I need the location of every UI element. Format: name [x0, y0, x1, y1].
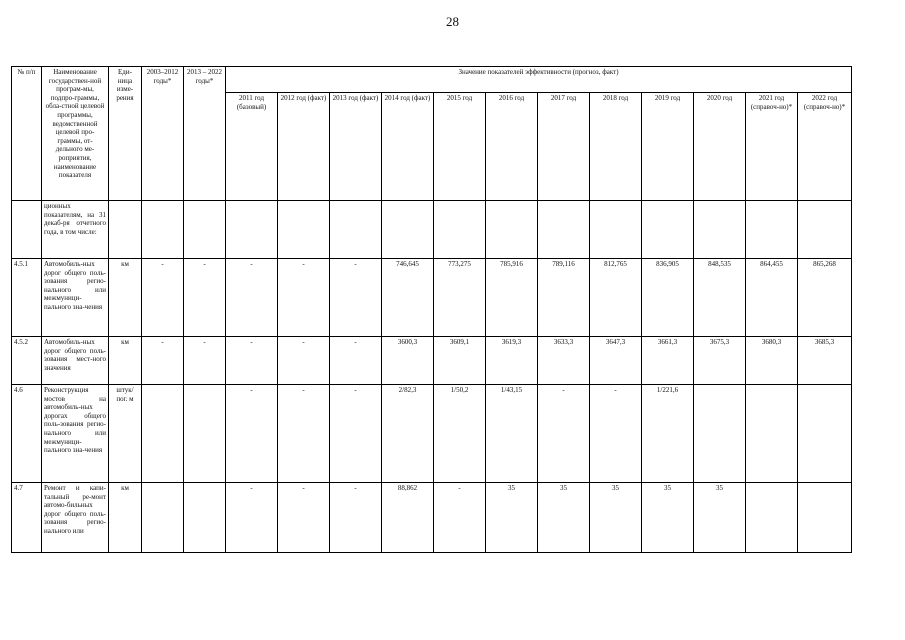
row-value: 35: [590, 483, 642, 553]
table-row: [12, 337, 852, 385]
row-value: [590, 201, 642, 259]
row-value: -: [278, 259, 330, 337]
header-year: 2012 год (факт): [278, 93, 330, 201]
row-value: [538, 201, 590, 259]
row-value: 88,862: [382, 483, 434, 553]
row-period-1: -: [142, 259, 184, 337]
row-value: [694, 201, 746, 259]
row-value: -: [538, 385, 590, 483]
row-value: 3633,3: [538, 337, 590, 385]
row-name: Автомобиль-ных дорог общего поль-зования мест-ного значения: [42, 337, 109, 385]
row-value: 3685,3: [798, 337, 852, 385]
row-unit: штук/пог. м: [109, 385, 142, 483]
row-value: [798, 385, 852, 483]
row-value: [642, 201, 694, 259]
row-value: [330, 201, 382, 259]
row-value: -: [330, 483, 382, 553]
header-year: 2018 год: [590, 93, 642, 201]
row-value: 789,116: [538, 259, 590, 337]
row-value: [798, 201, 852, 259]
row-name: Автомобиль-ных дорог общего поль-зования регио-нального или межмуници-пального зна-чения: [42, 259, 109, 337]
table-row: [12, 259, 852, 337]
header-name: Наименование государствен-ной програм-мы, подпро-граммы, обла-стной целевой программы, ведомственной целевой про-граммы, от-дельного ме-роприятия, наименование показателя: [42, 67, 109, 201]
row-num: 4.7: [12, 483, 42, 553]
indicator-table-sheet: [11, 66, 852, 553]
row-value: 1/221,6: [642, 385, 694, 483]
header-period-2013-2022: 2013 – 2022 годы*: [184, 67, 226, 201]
row-value: 3680,3: [746, 337, 798, 385]
row-value: [434, 201, 486, 259]
row-value: 836,905: [642, 259, 694, 337]
row-value: 1/50,2: [434, 385, 486, 483]
row-value: -: [226, 483, 278, 553]
row-unit: [109, 201, 142, 259]
row-period-2: [184, 483, 226, 553]
row-value: [486, 201, 538, 259]
row-value: [382, 201, 434, 259]
row-period-1: [142, 385, 184, 483]
row-value: 3675,3: [694, 337, 746, 385]
header-num: № п/п: [12, 67, 42, 201]
row-value: 1/43,15: [486, 385, 538, 483]
row-period-2: [184, 385, 226, 483]
row-value: 785,916: [486, 259, 538, 337]
row-unit: км: [109, 337, 142, 385]
table-row: [12, 483, 852, 553]
row-value: -: [226, 259, 278, 337]
row-period-1: [142, 201, 184, 259]
header-year: 2015 год: [434, 93, 486, 201]
header-year: 2017 год: [538, 93, 590, 201]
row-name: ционных показателям, на 31 декаб-ря отчетного года, в том числе:: [42, 201, 109, 259]
row-value: -: [278, 337, 330, 385]
row-name: Ремонт и капи-тальный ре-монт автомо-бильных дорог общего поль-зования регио-нального или: [42, 483, 109, 553]
header-group-title: Значение показателей эффективности (прогноз, факт): [226, 67, 852, 93]
row-value: -: [278, 483, 330, 553]
row-value: [746, 385, 798, 483]
row-value: [746, 201, 798, 259]
row-period-2: -: [184, 337, 226, 385]
row-period-2: [184, 201, 226, 259]
row-value: 3609,1: [434, 337, 486, 385]
row-value: -: [330, 337, 382, 385]
row-num: 4.6: [12, 385, 42, 483]
header-row-top: [12, 67, 852, 93]
header-year: 2013 год (факт): [330, 93, 382, 201]
indicator-table: [11, 66, 852, 553]
row-value: [226, 201, 278, 259]
header-year: 2022 год (справоч-но)*: [798, 93, 852, 201]
row-value: 865,268: [798, 259, 852, 337]
row-value: 864,455: [746, 259, 798, 337]
row-value: 848,535: [694, 259, 746, 337]
row-value: 746,645: [382, 259, 434, 337]
row-value: [746, 483, 798, 553]
table-row: [12, 201, 852, 259]
header-year: 2021 год (справоч-но)*: [746, 93, 798, 201]
row-num: [12, 201, 42, 259]
row-value: 3619,3: [486, 337, 538, 385]
row-value: -: [330, 385, 382, 483]
row-value: 3647,3: [590, 337, 642, 385]
header-year: 2014 год (факт): [382, 93, 434, 201]
row-num: 4.5.2: [12, 337, 42, 385]
row-value: 3600,3: [382, 337, 434, 385]
row-value: 3661,3: [642, 337, 694, 385]
header-year: 2019 год: [642, 93, 694, 201]
row-num: 4.5.1: [12, 259, 42, 337]
row-value: 812,765: [590, 259, 642, 337]
row-value: [798, 483, 852, 553]
page-number: 28: [446, 14, 459, 29]
header-year: 2020 год: [694, 93, 746, 201]
row-name: Реконструкция мостов на автомобиль-ных дорогах общего поль-зования регио-нального или межмуници-пального зна-чения: [42, 385, 109, 483]
row-value: [278, 201, 330, 259]
row-period-1: -: [142, 337, 184, 385]
row-value: 35: [642, 483, 694, 553]
header-year: 2016 год: [486, 93, 538, 201]
row-value: 35: [538, 483, 590, 553]
row-value: -: [226, 385, 278, 483]
row-value: [694, 385, 746, 483]
row-value: 35: [486, 483, 538, 553]
row-period-2: -: [184, 259, 226, 337]
header-period-2003-2012: 2003–2012 годы*: [142, 67, 184, 201]
row-value: -: [278, 385, 330, 483]
header-unit: Еди-ница изме-рения: [109, 67, 142, 201]
row-value: -: [330, 259, 382, 337]
row-value: 35: [694, 483, 746, 553]
row-value: -: [434, 483, 486, 553]
row-unit: км: [109, 259, 142, 337]
row-value: -: [226, 337, 278, 385]
row-value: 2/82,3: [382, 385, 434, 483]
header-year: 2011 год (базовый): [226, 93, 278, 201]
row-value: -: [590, 385, 642, 483]
row-period-1: [142, 483, 184, 553]
row-value: 773,275: [434, 259, 486, 337]
row-unit: км: [109, 483, 142, 553]
table-row: [12, 385, 852, 483]
